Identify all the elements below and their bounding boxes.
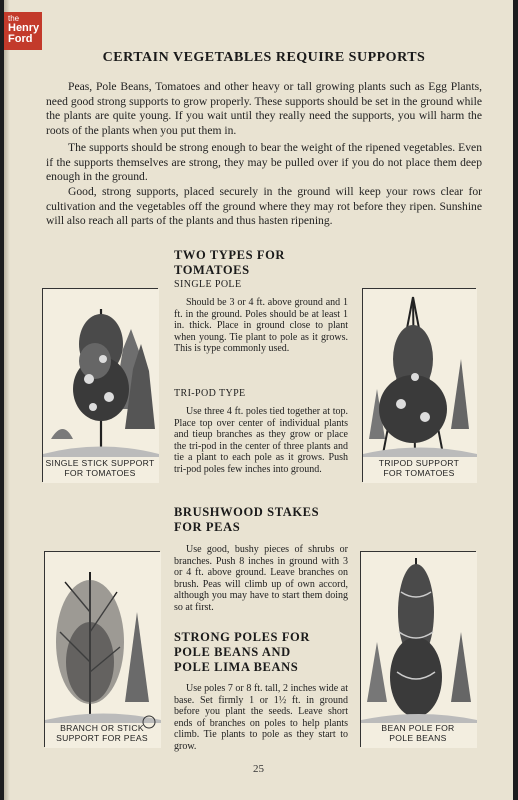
tomato-plant-single-icon — [43, 289, 159, 483]
bean-pole-caption: BEAN POLE FOR POLE BEANS — [381, 723, 455, 743]
bean-pole-icon — [361, 552, 477, 748]
tripod-text: Use three 4 ft. poles tied together at top. Place top over center of individual plants and tieup branches as they grow or place the tri-pod in the center of three plants and tie a plant to each pole as it grows. Push tri-pod poles few inches into ground. — [174, 406, 348, 475]
single-stick-illustration — [42, 288, 158, 482]
page-edge-shadow — [4, 0, 10, 800]
tripod-subheading: TRI-POD TYPE — [174, 388, 246, 399]
tripod-caption: TRIPOD SUPPORT FOR TOMATOES — [378, 458, 460, 478]
beans-text: Use poles 7 or 8 ft. tall, 2 inches wide at base. Set firmly 1 or 1½ ft. in ground before you plant the seeds. Leave short ends of branches on poles to help plants climb. Tie plants to pole as they start to grow. — [174, 683, 348, 752]
single-stick-caption: SINGLE STICK SUPPORT FOR TOMATOES — [45, 458, 155, 478]
page-number: 25 — [253, 763, 264, 775]
tomato-tripod-icon — [363, 289, 477, 483]
tomatoes-heading: TWO TYPES FOR TOMATOES — [174, 248, 286, 277]
branch-stick-illustration — [44, 551, 160, 747]
intro-paragraph-3: Good, strong supports, placed securely in the ground will keep your rows clear for cultivation and the vegetables off the ground where they may rot before they ripen. Sunshine will also reach all parts of the plants and thus hasten ripening. — [46, 185, 482, 227]
intro-paragraph-2: The supports should be strong enough to bear the weight of the ripened vegetables. Even if the supports themselves are strong, they may be pulled over if you do not place them deep enough in the ground. — [46, 141, 482, 183]
single-pole-subheading: SINGLE POLE — [174, 279, 242, 290]
single-pole-text: Should be 3 or 4 ft. above ground and 1 ft. in the ground. Poles should be at least 1 in. thick. Place in ground close to plant when young. Tie plant to pole as it grows. This is type commonly used. — [174, 297, 348, 355]
beans-heading: STRONG POLES FOR POLE BEANS AND POLE LIMA BEANS — [174, 630, 311, 674]
page-title: CERTAIN VEGETABLES REQUIRE SUPPORTS — [102, 50, 426, 65]
pea-brush-icon — [45, 552, 161, 748]
book-page — [4, 0, 513, 800]
peas-text: Use good, bushy pieces of shrubs or branches. Push 8 inches in ground with 3 or 4 ft. above ground. Leave branches on brush. Peas will climb up of own accord, although you may have to start them doing so at first. — [174, 544, 348, 613]
tripod-illustration — [362, 288, 476, 482]
henry-ford-logo: the Henry Ford — [4, 12, 42, 50]
bean-pole-illustration — [360, 551, 476, 747]
peas-heading: BRUSHWOOD STAKES FOR PEAS — [174, 505, 320, 534]
branch-stick-caption: BRANCH OR STICK SUPPORT FOR PEAS — [56, 723, 148, 743]
intro-paragraph-1: Peas, Pole Beans, Tomatoes and other heavy or tall growing plants such as Egg Plants, need good strong supports to grow properly. These supports should be set in the ground while the plants are quite young. If you wait until they really need the supports, you will harm the roots of the plants when you put them in. — [46, 80, 482, 137]
